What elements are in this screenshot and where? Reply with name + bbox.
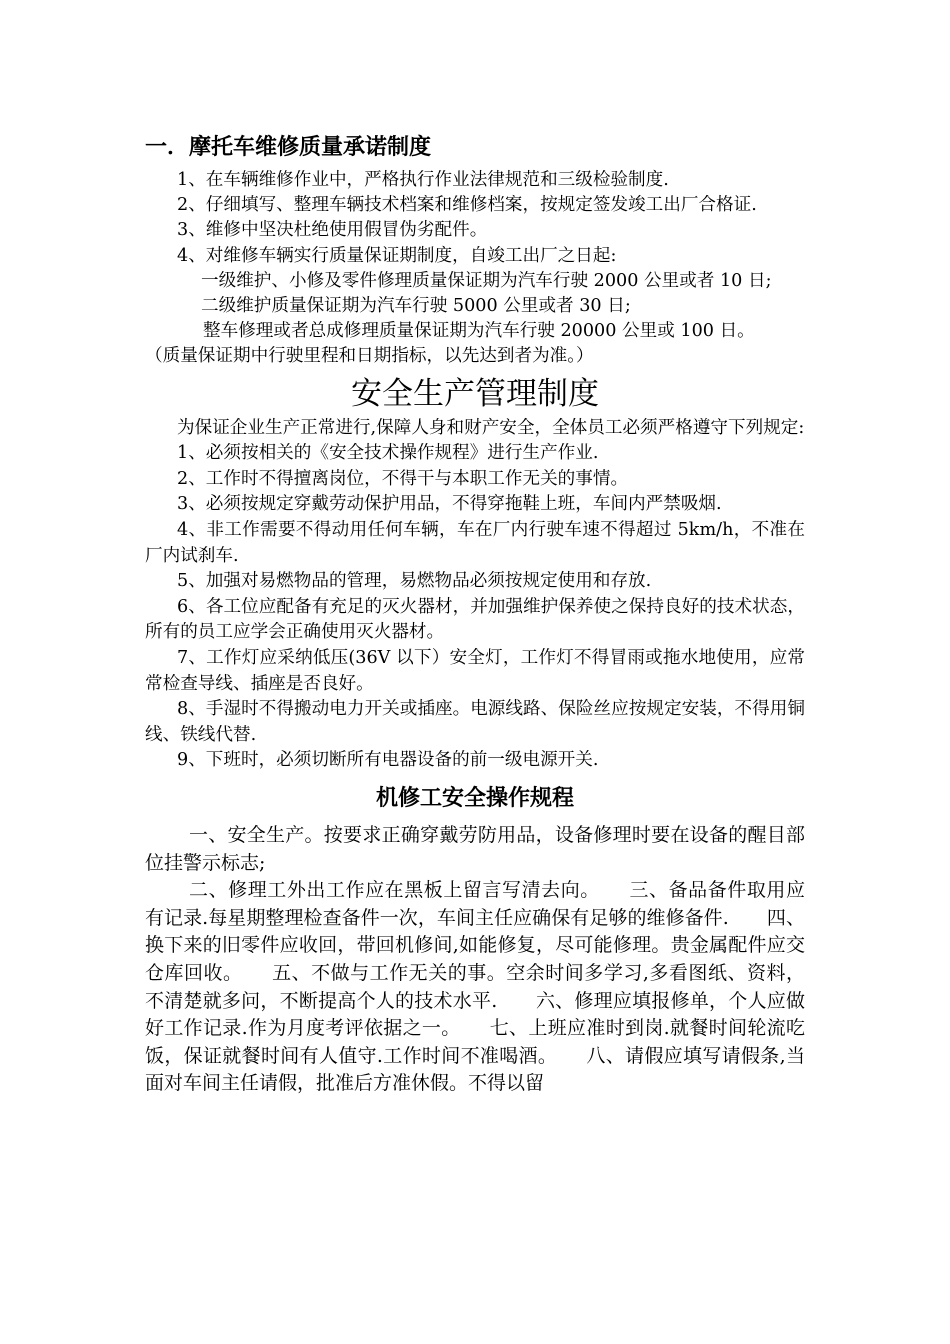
section2-title: 安全生产管理制度 [351, 375, 599, 412]
section1-paragraph-3: 3、维修中坚决杜绝使用假冒伪劣配件。 [177, 220, 488, 241]
section2-item: 3、必须按规定穿戴劳动保护用品，不得穿拖鞋上班，车间内严禁吸烟. [177, 494, 722, 515]
section2-item: 4、非工作需要不得动用任何车辆，车在厂内行驶车速不得超过 5km/h，不准在厂内试刹车. [145, 520, 805, 566]
section1-heading: 一．摩托车维修质量承诺制度 [145, 135, 432, 160]
section2-item: 9、下班时，必须切断所有电器设备的前一级电源开关. [177, 750, 599, 771]
section1-paragraph-5: 一级维护、小修及零件修理质量保证期为汽车行驶 2000 公里或者 10 日; [201, 270, 772, 291]
section3-paragraph-2: 二、修理工外出工作应在黑板上留言写清去向。 三、备品备件取用应有记录.每星期整理检查备件一次，车间主任应确保有足够的维修备件. 四、换下来的旧零件应收回，带回机修间,如能修复，尽可能修理。贵金属配件应交仓库回收。 五、不做与工作无关的事。空余时间多学习,多看图纸、资料，不清楚就多问，不断提高个人的技术水平. 六、修理应填报修单，个人应做好工作记录.作为月度考评依据之一。 七、上班应准时到岗.就餐时间轮流吃饭，保证就餐时间有人值守.工作时间不准喝酒。 八、请假应填写请假条,当面对车间主任请假，批准后方准休假。不得以留 [145, 879, 805, 1095]
section1-paragraph-8: （质量保证期中行驶里程和日期指标，以先达到者为准。） [145, 346, 594, 367]
section2-item: 2、工作时不得擅离岗位，不得干与本职工作无关的事情。 [177, 468, 629, 489]
section3-paragraph-1: 一、安全生产。按要求正确穿戴劳防用品，设备修理时要在设备的醒目部位挂警示标志; [145, 823, 805, 874]
section2-item: 8、手湿时不得搬动电力开关或插座。电源线路、保险丝应按规定安装，不得用铜线、铁线代替. [145, 699, 805, 745]
document-page [145, 128, 805, 1098]
section2-item: 7、工作灯应采纳低压(36V 以下）安全灯，工作灯不得冒雨或拖水地使用，应常常检查导线、插座是否良好。 [145, 647, 805, 694]
section2-intro: 为保证企业生产正常进行,保障人身和财产安全，全体员工必须严格遵守下列规定: [177, 417, 805, 438]
section2-item: 5、加强对易燃物品的管理，易燃物品必须按规定使用和存放. [177, 571, 652, 592]
section3-title: 机修工安全操作规程 [375, 785, 574, 811]
section2-item: 1、必须按相关的《安全技术操作规程》进行生产作业. [177, 443, 599, 464]
section1-paragraph-7: 整车修理或者总成修理质量保证期为汽车行驶 20000 公里或 100 日。 [203, 321, 755, 342]
section1-paragraph-2: 2、仔细填写、整理车辆技术档案和维修档案，按规定签发竣工出厂合格证. [177, 195, 757, 216]
section1-paragraph-4: 4、对维修车辆实行质量保证期制度，自竣工出厂之日起: [177, 245, 617, 266]
section1-paragraph-6: 二级维护质量保证期为汽车行驶 5000 公里或者 30 日; [201, 296, 631, 317]
section1-paragraph-1: 1、在车辆维修作业中，严格执行作业法律规范和三级检验制度. [177, 170, 669, 190]
section2-item: 6、各工位应配备有充足的灭火器材，并加强维护保养使之保持良好的技术状态，所有的员工应学会正确使用灭火器材。 [145, 596, 805, 643]
